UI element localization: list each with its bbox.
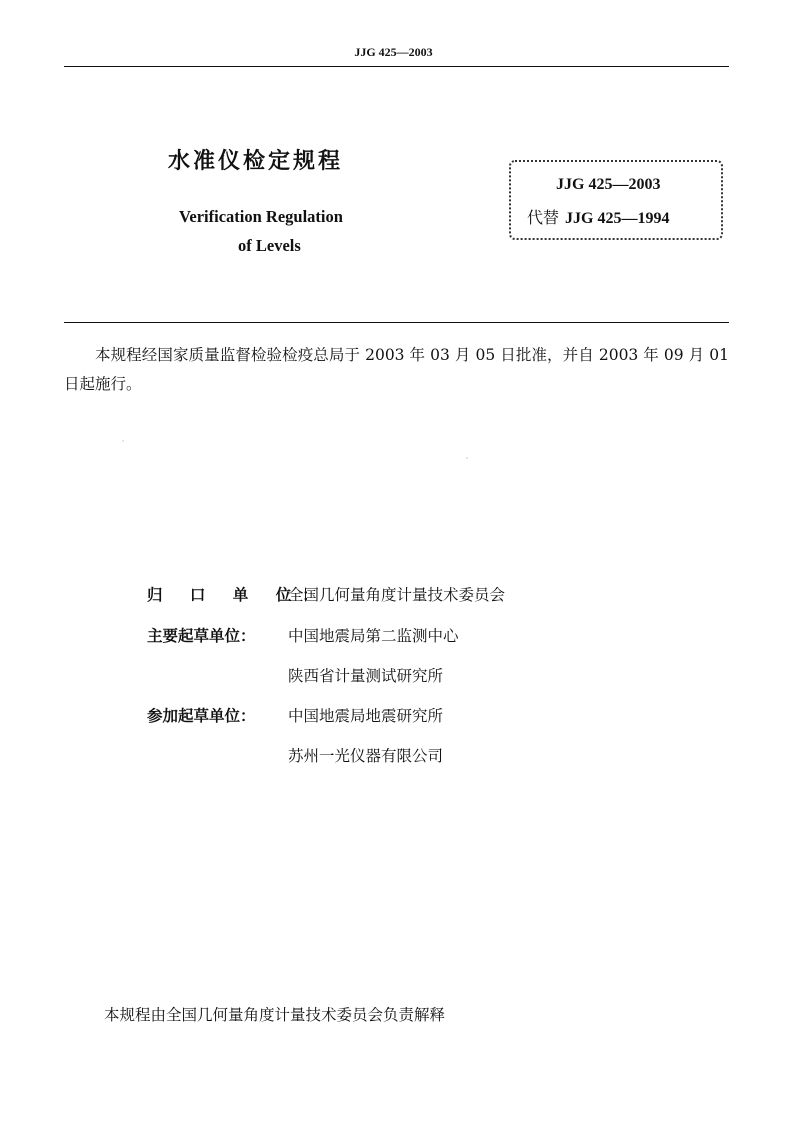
- main-drafting-unit-label: 主要起草单位：: [147, 627, 256, 645]
- document-title-cn: 水准仪检定规程: [168, 149, 344, 174]
- scan-speck: [122, 440, 124, 442]
- responsible-unit-label: 归 口 单 位：: [147, 586, 329, 604]
- interpretation-note: 本规程由全国几何量角度计量技术委员会负责解释: [104, 1006, 446, 1024]
- header-standard-code: JJG 425—2003: [354, 45, 433, 59]
- standard-code: JJG 425—2003: [556, 176, 661, 193]
- participating-drafting-unit-label: 参加起草单位：: [147, 707, 256, 725]
- replaces-prefix: 代替: [527, 208, 560, 227]
- scan-speck: [466, 457, 468, 459]
- replaces-standard: [527, 205, 669, 228]
- main-drafting-unit-2: 陕西省计量测试研究所: [288, 667, 444, 685]
- main-drafting-unit-1: 中国地震局第二监测中心: [288, 627, 459, 645]
- participating-drafting-unit-2: 苏州一光仪器有限公司: [288, 747, 444, 765]
- approval-statement: 本规程经国家质量监督检验检疫总局于 2003 年 03 月 05 日批准，并自 2003 年 09 月 01 日起施行。: [64, 346, 729, 393]
- header-rule: [64, 66, 729, 67]
- document-title-en-line2: of Levels: [238, 236, 301, 255]
- standard-code-box: [509, 160, 723, 240]
- responsible-unit-value: 全国几何量角度计量技术委员会: [288, 586, 506, 604]
- document-title-en-line1: Verification Regulation: [179, 207, 343, 226]
- section-rule: [64, 322, 729, 323]
- participating-drafting-unit-1: 中国地震局地震研究所: [288, 707, 444, 725]
- replaced-standard-code: JJG 425—1994: [565, 210, 670, 227]
